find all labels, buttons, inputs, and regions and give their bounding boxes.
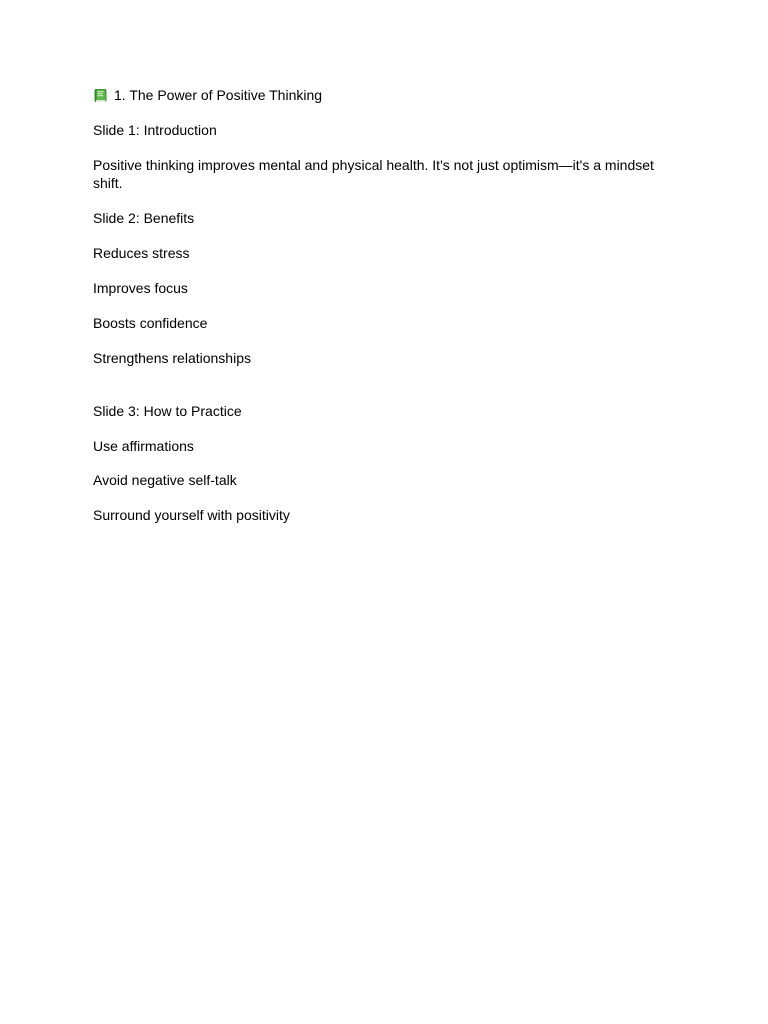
practice-item: Use affirmations [93, 438, 194, 454]
slide-1-text: Positive thinking improves mental and physical health. It's not just optimism—it's a mindset shift. [93, 157, 654, 191]
document-body [93, 86, 673, 524]
benefit-item: Reduces stress [93, 245, 190, 261]
slide-1-heading: Slide 1: Introduction [93, 122, 217, 138]
benefit-item: Boosts confidence [93, 315, 208, 331]
slide-3-heading: Slide 3: How to Practice [93, 403, 242, 419]
document-title-row [93, 86, 673, 104]
practice-item: Avoid negative self-talk [93, 472, 237, 488]
slide-2-heading: Slide 2: Benefits [93, 210, 195, 226]
document-title: 1. The Power of Positive Thinking [114, 87, 323, 103]
practice-item: Surround yourself with positivity [93, 507, 290, 523]
benefit-item: Improves focus [93, 280, 188, 296]
benefit-item: Strengthens relationships [93, 350, 251, 366]
green-book-icon [93, 88, 108, 103]
